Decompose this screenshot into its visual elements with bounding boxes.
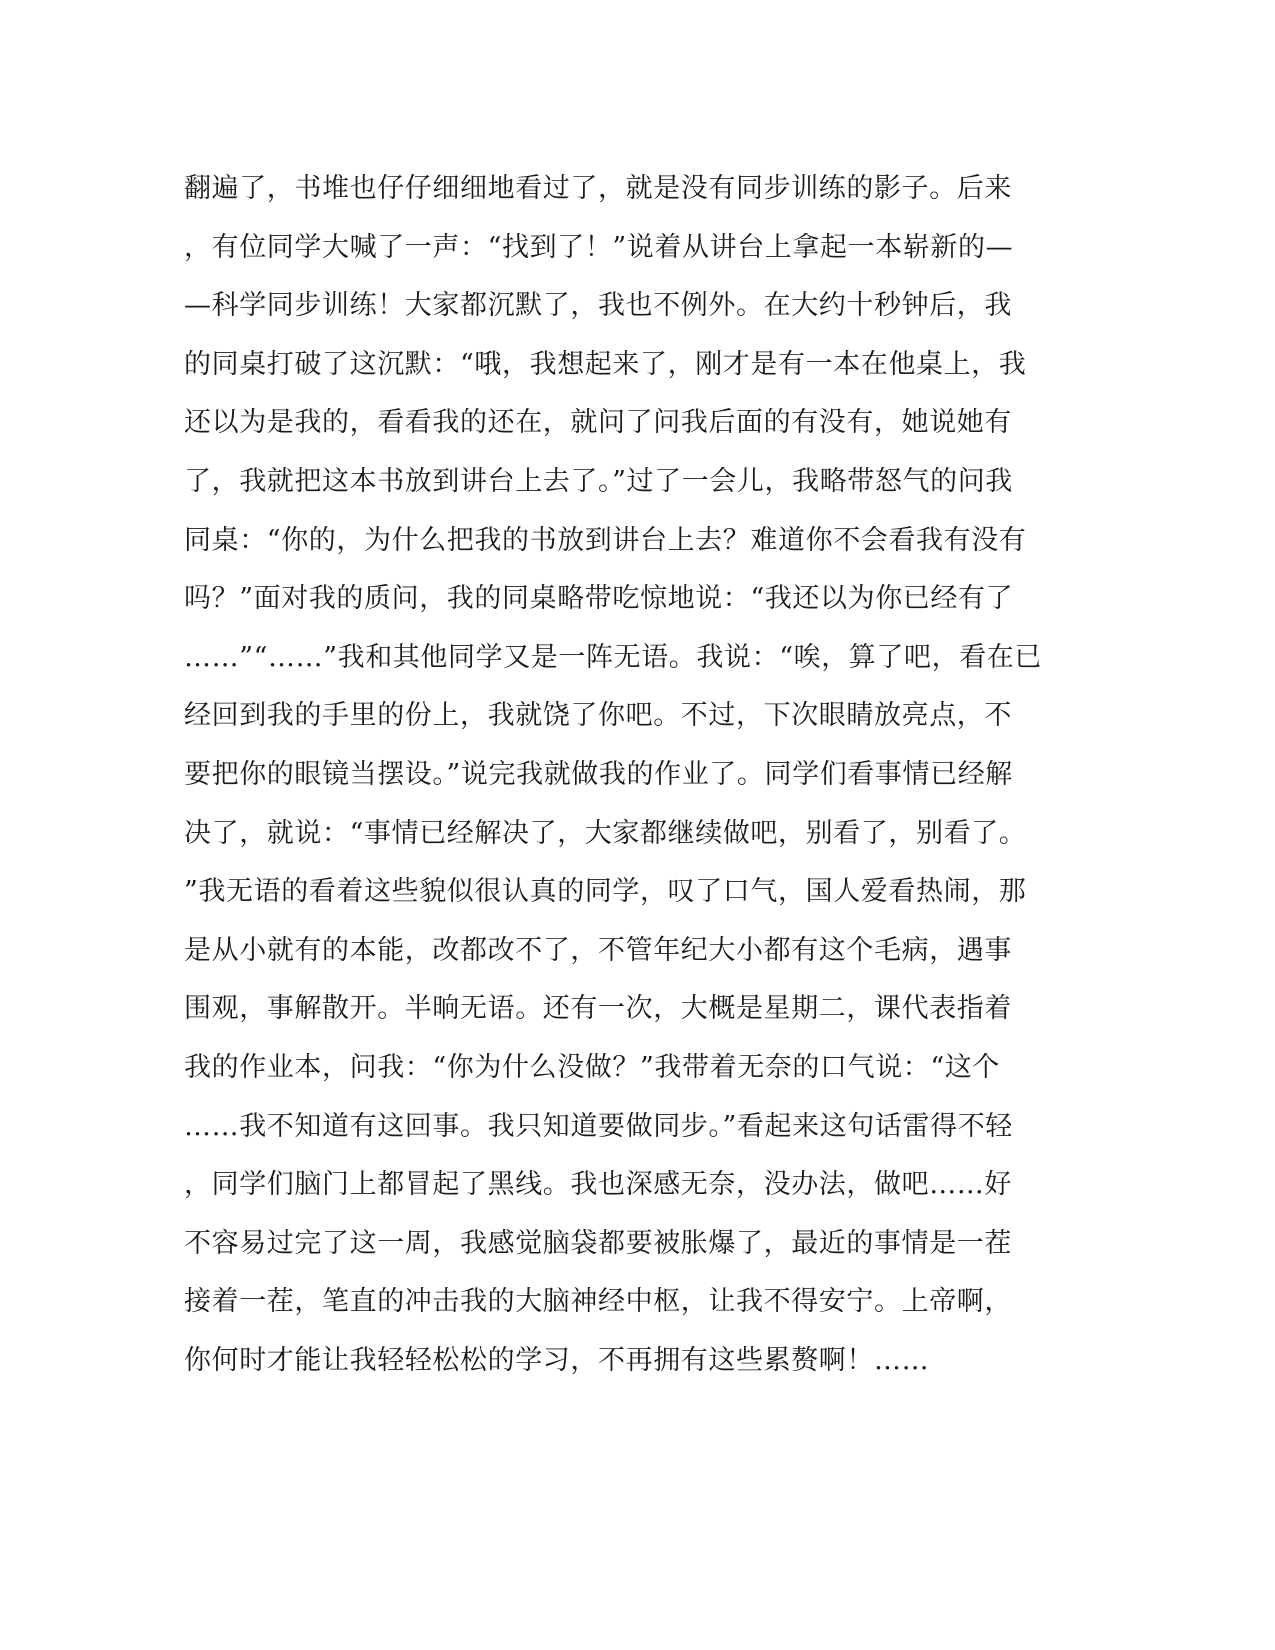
text-line: 是从小就有的本能，改都改不了，不管年纪大小都有这个毛病，遇事 — [184, 934, 1012, 966]
text-line: ……我不知道有这回事。我只知道要做同步。”看起来这句话雷得不轻 — [184, 1110, 1013, 1142]
text-line: 要把你的眼镜当摆设。”说完我就做我的作业了。同学们看事情已经解 — [184, 758, 1013, 790]
text-line: 吗？”面对我的质问，我的同桌略带吃惊地说：“我还以为你已经有了 — [184, 583, 1014, 615]
text-line: ，同学们脑门上都冒起了黑线。我也深感无奈，没办法，做吧……好 — [184, 1169, 1012, 1201]
text-line: 的同桌打破了这沉默：“哦，我想起来了，刚才是有一本在他桌上，我 — [184, 348, 1027, 380]
text-line: 同桌：“你的，为什么把我的书放到讲台上去？难道你不会看我有没有 — [184, 524, 1027, 556]
text-line: 了，我就把这本书放到讲台上去了。”过了一会儿，我略带怒气的问我 — [184, 465, 1013, 497]
text-line: —科学同步训练！大家都沉默了，我也不例外。在大约十秒钟后，我 — [184, 290, 1012, 322]
text-line: 还以为是我的，看看我的还在，就问了问我后面的有没有，她说她有 — [184, 407, 1012, 439]
body-text — [184, 160, 1064, 1390]
text-line: 不容易过完了这一周，我感觉脑袋都要被胀爆了，最近的事情是一茬 — [184, 1227, 1012, 1259]
text-line: 我的作业本，问我：“你为什么没做？”我带着无奈的口气说：“这个 — [184, 1051, 1001, 1083]
text-line: 决了，就说：“事情已经解决了，大家都继续做吧，别看了，别看了。 — [184, 817, 1027, 849]
text-line: 经回到我的手里的份上，我就饶了你吧。不过，下次眼睛放亮点，不 — [184, 700, 1012, 732]
text-line: 围观，事解散开。半晌无语。还有一次，大概是星期二，课代表指着 — [184, 993, 1012, 1025]
text-line: 接着一茬，笔直的冲击我的大脑神经中枢，让我不得安宁。上帝啊， — [184, 1286, 1012, 1318]
text-line: 翻遍了，书堆也仔仔细细地看过了，就是没有同步训练的影子。后来 — [184, 173, 1012, 204]
text-line: ”我无语的看着这些貌似很认真的同学，叹了口气，国人爱看热闹，那 — [184, 876, 1027, 908]
text-line: ，有位同学大喊了一声：“找到了！”说着从讲台上拿起一本崭新的— — [184, 231, 1014, 263]
text-line: 你何时才能让我轻轻松松的学习，不再拥有这些累赘啊！…… — [184, 1344, 930, 1376]
text-line: ……”“……”我和其他同学又是一阵无语。我说：“唉，算了吧，看在已 — [184, 641, 1043, 673]
